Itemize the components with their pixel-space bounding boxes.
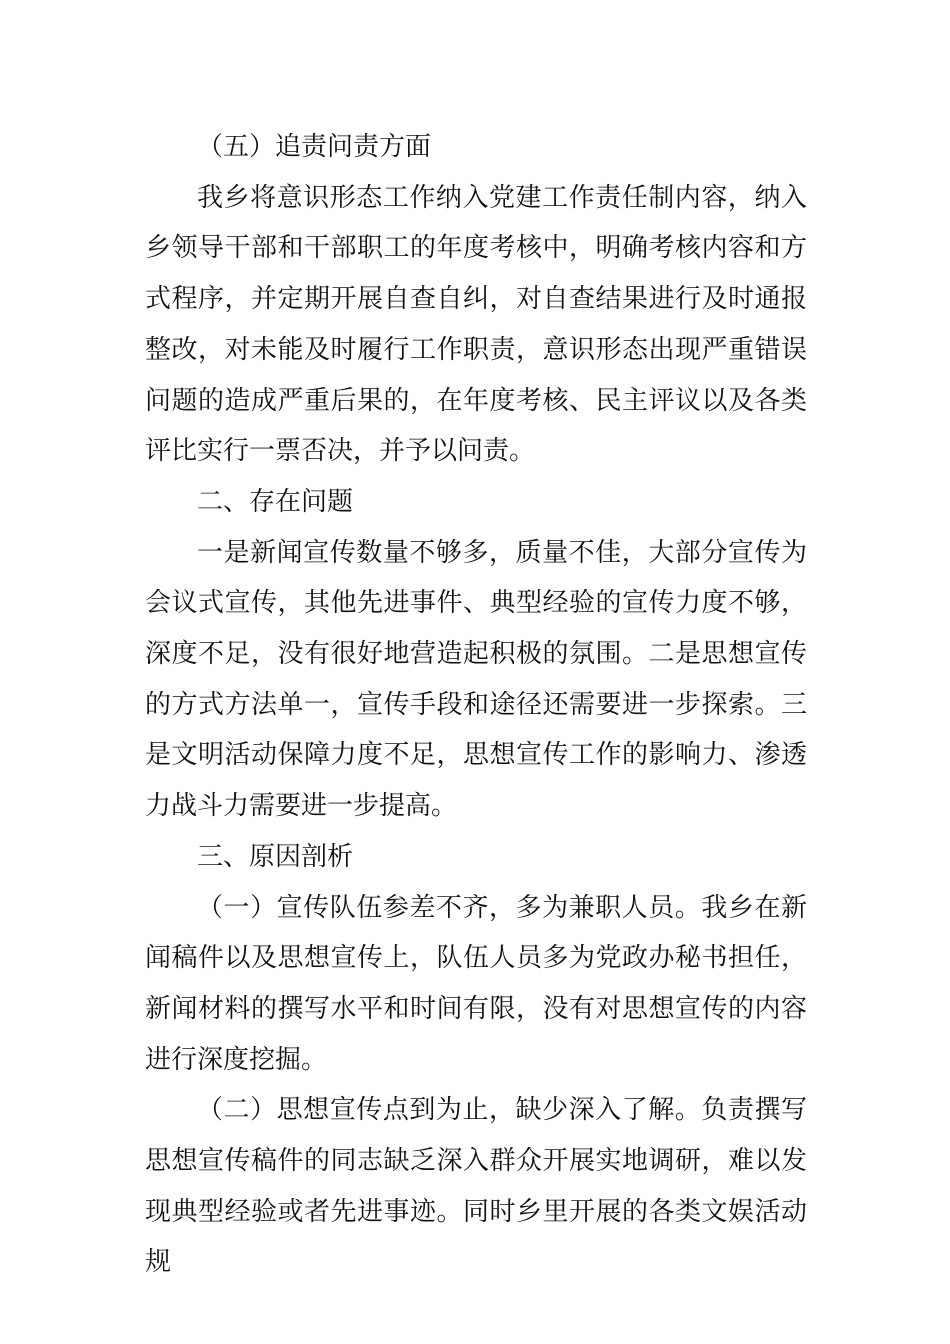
section-heading-cause-analysis: 三、原因剖析 — [197, 841, 354, 872]
paragraph-problems: 一是新闻宣传数量不够多，质量不佳，大部分宣传为会议式宣传，其他先进事件、典型经验的宣传力度不够，深度不足，没有很好地营造起积极的氛围。二是思想宣传的方式方法单一，宣传手段和途径还需要进一步探索。三是文明活动保障力度不足，思想宣传工作的影响力、渗透力战斗力需要进一步提高。 — [145, 537, 807, 822]
document-body — [145, 122, 807, 1288]
section-heading-accountability: （五）追责问责方面 — [197, 132, 432, 162]
paragraph-accountability: 我乡将意识形态工作纳入党建工作责任制内容，纳入乡领导干部和干部职工的年度考核中，明确考核内容和方式程序，并定期开展自查自纠，对自查结果进行及时通报整改，对未能及时履行工作职责，意识形态出现严重错误问题的造成严重后果的，在年度考核、民主评议以及各类评比实行一票否决，并予以问责。 — [145, 182, 807, 467]
paragraph-cause-one: （一）宣传队伍参差不齐，多为兼职人员。我乡在新闻稿件以及思想宣传上，队伍人员多为党政办秘书担任，新闻材料的撰写水平和时间有限，没有对思想宣传的内容进行深度挖掘。 — [145, 892, 807, 1075]
paragraph-cause-two: （二）思想宣传点到为止，缺少深入了解。负责撰写思想宣传稿件的同志缺乏深入群众开展实地调研，难以发现典型经验或者先进事迹。同时乡里开展的各类文娱活动规 — [145, 1095, 807, 1278]
section-heading-problems: 二、存在问题 — [197, 486, 354, 517]
